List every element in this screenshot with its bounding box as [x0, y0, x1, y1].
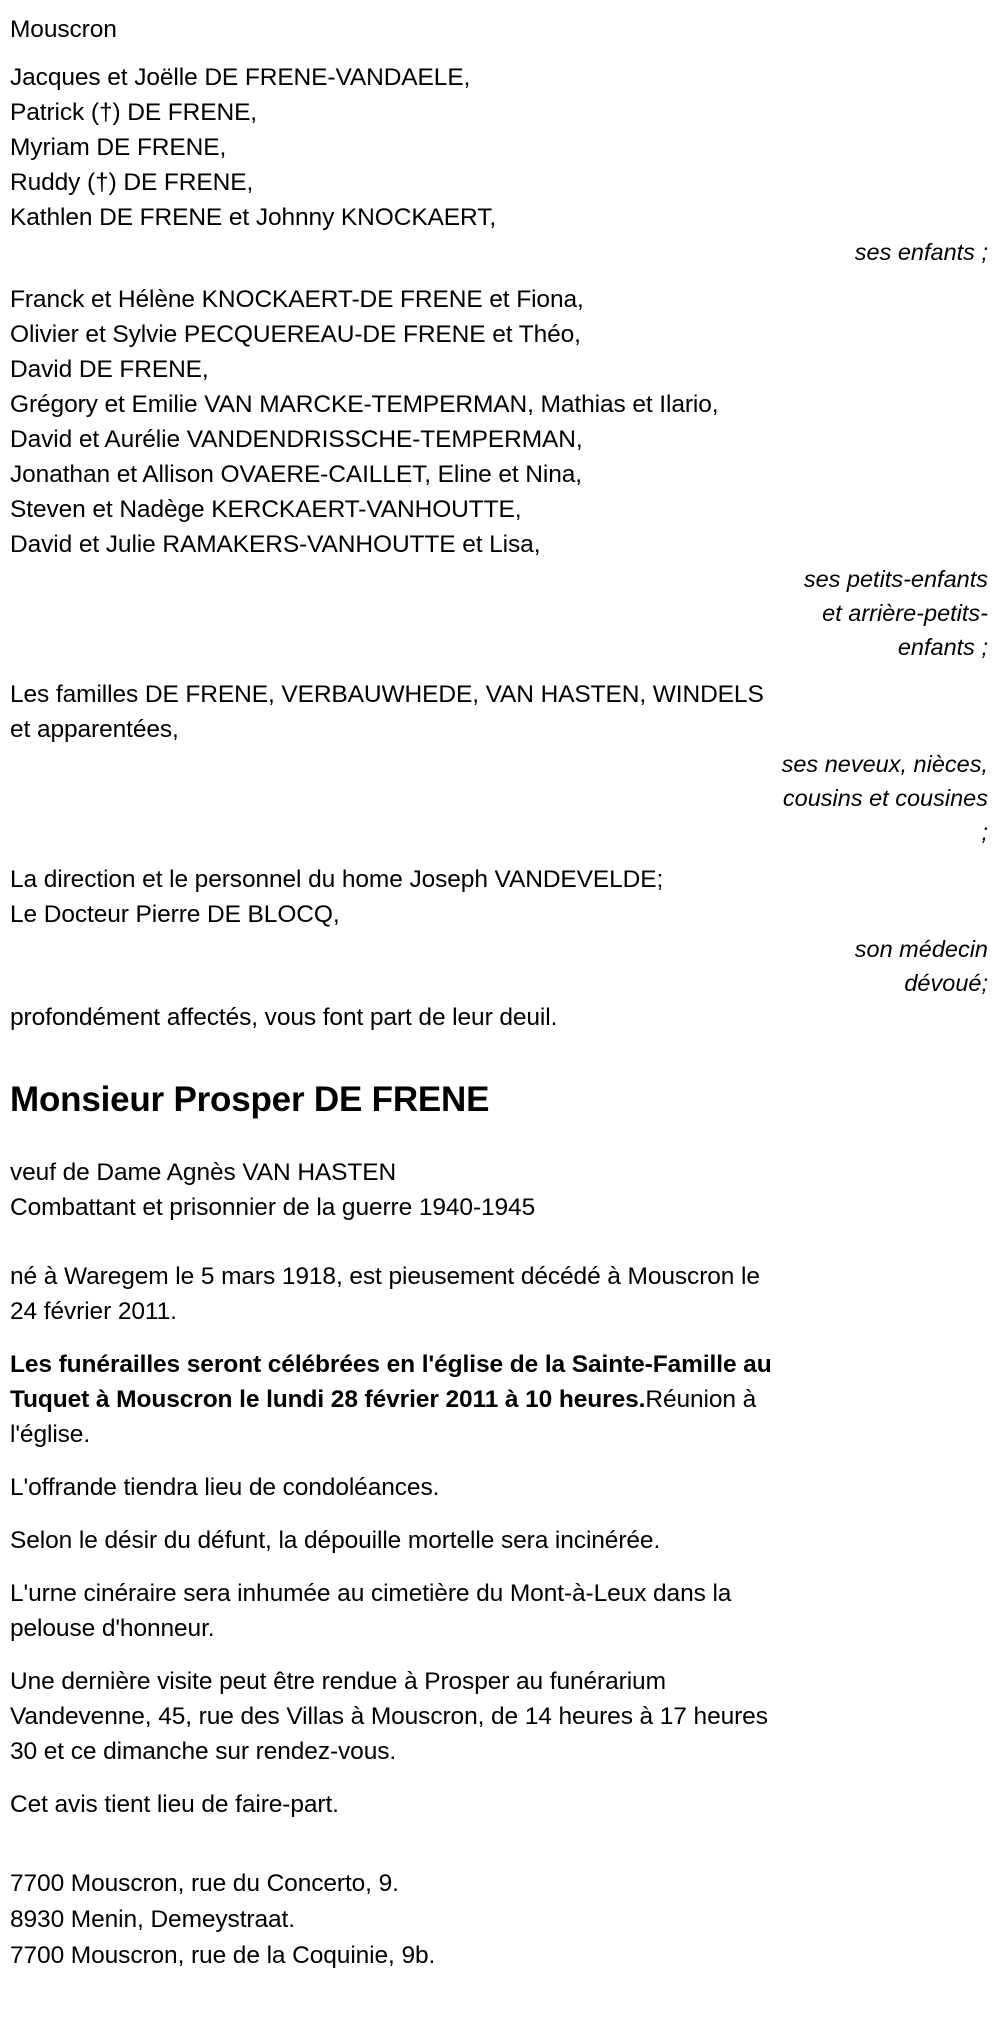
children-caption	[10, 235, 990, 269]
list-item: Patrick (†) DE FRENE,	[10, 99, 258, 126]
caption-line: enfants ;	[897, 634, 988, 660]
funeral-paragraph	[10, 1347, 790, 1452]
caption-line: cousins et cousines	[782, 785, 988, 811]
spacer	[10, 47, 990, 60]
list-item: Kathlen DE FRENE et Johnny KNOCKAERT,	[10, 204, 497, 231]
families-caption	[10, 747, 990, 849]
list-item: et apparentées,	[10, 716, 179, 743]
list-item: Le Docteur Pierre DE BLOCQ,	[10, 901, 340, 928]
address-line: 7700 Mouscron, rue du Concerto, 9.	[10, 1870, 399, 1897]
spacer	[10, 1121, 990, 1155]
children-list	[10, 60, 990, 235]
list-item: Ruddy (†) DE FRENE,	[10, 169, 254, 196]
veteran-line: Combattant et prisonnier de la guerre 1940-1945	[10, 1194, 536, 1221]
list-item: Grégory et Emilie VAN MARCKE-TEMPERMAN, Mathias et Ilario,	[10, 391, 719, 418]
visit-paragraph: Une dernière visite peut être rendue à Prosper au funérarium Vandevenne, 45, rue des Villas à Mouscron, de 14 heures à 17 heures 30 et ce dimanche sur rendez-vous.	[10, 1668, 768, 1765]
caption-line: ses petits-enfants	[803, 566, 988, 592]
deceased-name: Monsieur Prosper DE FRENE	[10, 1080, 490, 1119]
caption-line: ses neveux, nièces,	[781, 751, 988, 777]
caption-line: et arrière-petits-	[822, 600, 988, 626]
spacer	[10, 664, 990, 677]
address-line: 7700 Mouscron, rue de la Coquinie, 9b.	[10, 1942, 436, 1969]
families-list	[10, 677, 990, 747]
grandchildren-caption	[10, 562, 990, 664]
spacer	[10, 1225, 990, 1259]
spacer	[10, 1822, 990, 1866]
grandchildren-list	[10, 282, 990, 562]
city-header: Mouscron	[10, 16, 117, 43]
addresses-list	[10, 1866, 990, 1974]
staff-list	[10, 862, 990, 932]
list-item: Les familles DE FRENE, VERBAUWHEDE, VAN HASTEN, WINDELS	[10, 681, 764, 708]
funeral-rest-text: Réunion à l'église.	[10, 1386, 757, 1448]
list-item: Jacques et Joëlle DE FRENE-VANDAELE,	[10, 64, 471, 91]
list-item: David et Aurélie VANDENDRISSCHE-TEMPERMAN,	[10, 426, 583, 453]
birth-death-paragraph: né à Waregem le 5 mars 1918, est pieusement décédé à Mouscron le 24 février 2011.	[10, 1263, 760, 1325]
spacer	[10, 269, 990, 282]
staff-caption	[10, 932, 990, 1000]
list-item: La direction et le personnel du home Joseph VANDEVELDE;	[10, 866, 664, 893]
list-item: Olivier et Sylvie PECQUEREAU-DE FRENE et Théo,	[10, 321, 581, 348]
caption-line: ;	[981, 819, 988, 845]
cremation-paragraph: Selon le désir du défunt, la dépouille mortelle sera incinérée.	[10, 1527, 661, 1554]
list-item: David et Julie RAMAKERS-VANHOUTTE et Lisa,	[10, 531, 541, 558]
offering-paragraph: L'offrande tiendra lieu de condoléances.	[10, 1474, 440, 1501]
caption-line: son médecin	[854, 936, 988, 962]
list-item: Jonathan et Allison OVAERE-CAILLET, Eline et Nina,	[10, 461, 582, 488]
list-item: Franck et Hélène KNOCKAERT-DE FRENE et Fiona,	[10, 286, 584, 313]
widower-line: veuf de Dame Agnès VAN HASTEN	[10, 1159, 397, 1186]
address-line: 8930 Menin, Demeystraat.	[10, 1906, 295, 1933]
caption-line: ses enfants ;	[854, 239, 988, 265]
list-item: Myriam DE FRENE,	[10, 134, 227, 161]
list-item: Steven et Nadège KERCKAERT-VANHOUTTE,	[10, 496, 522, 523]
affected-line: profondément affectés, vous font part de leur deuil.	[10, 1004, 558, 1031]
faire-part-paragraph: Cet avis tient lieu de faire-part.	[10, 1791, 339, 1818]
funeral-bold-text: Les funérailles seront célébrées en l'église de la Sainte-Famille au Tuquet à Mouscron le lundi 28 février 2011 à 10 heures.	[10, 1351, 772, 1413]
list-item: David DE FRENE,	[10, 356, 209, 383]
spacer	[10, 1035, 990, 1079]
spacer	[10, 849, 990, 862]
urn-paragraph: L'urne cinéraire sera inhumée au cimetière du Mont-à-Leux dans la pelouse d'honneur.	[10, 1580, 732, 1642]
caption-line: dévoué;	[904, 970, 988, 996]
